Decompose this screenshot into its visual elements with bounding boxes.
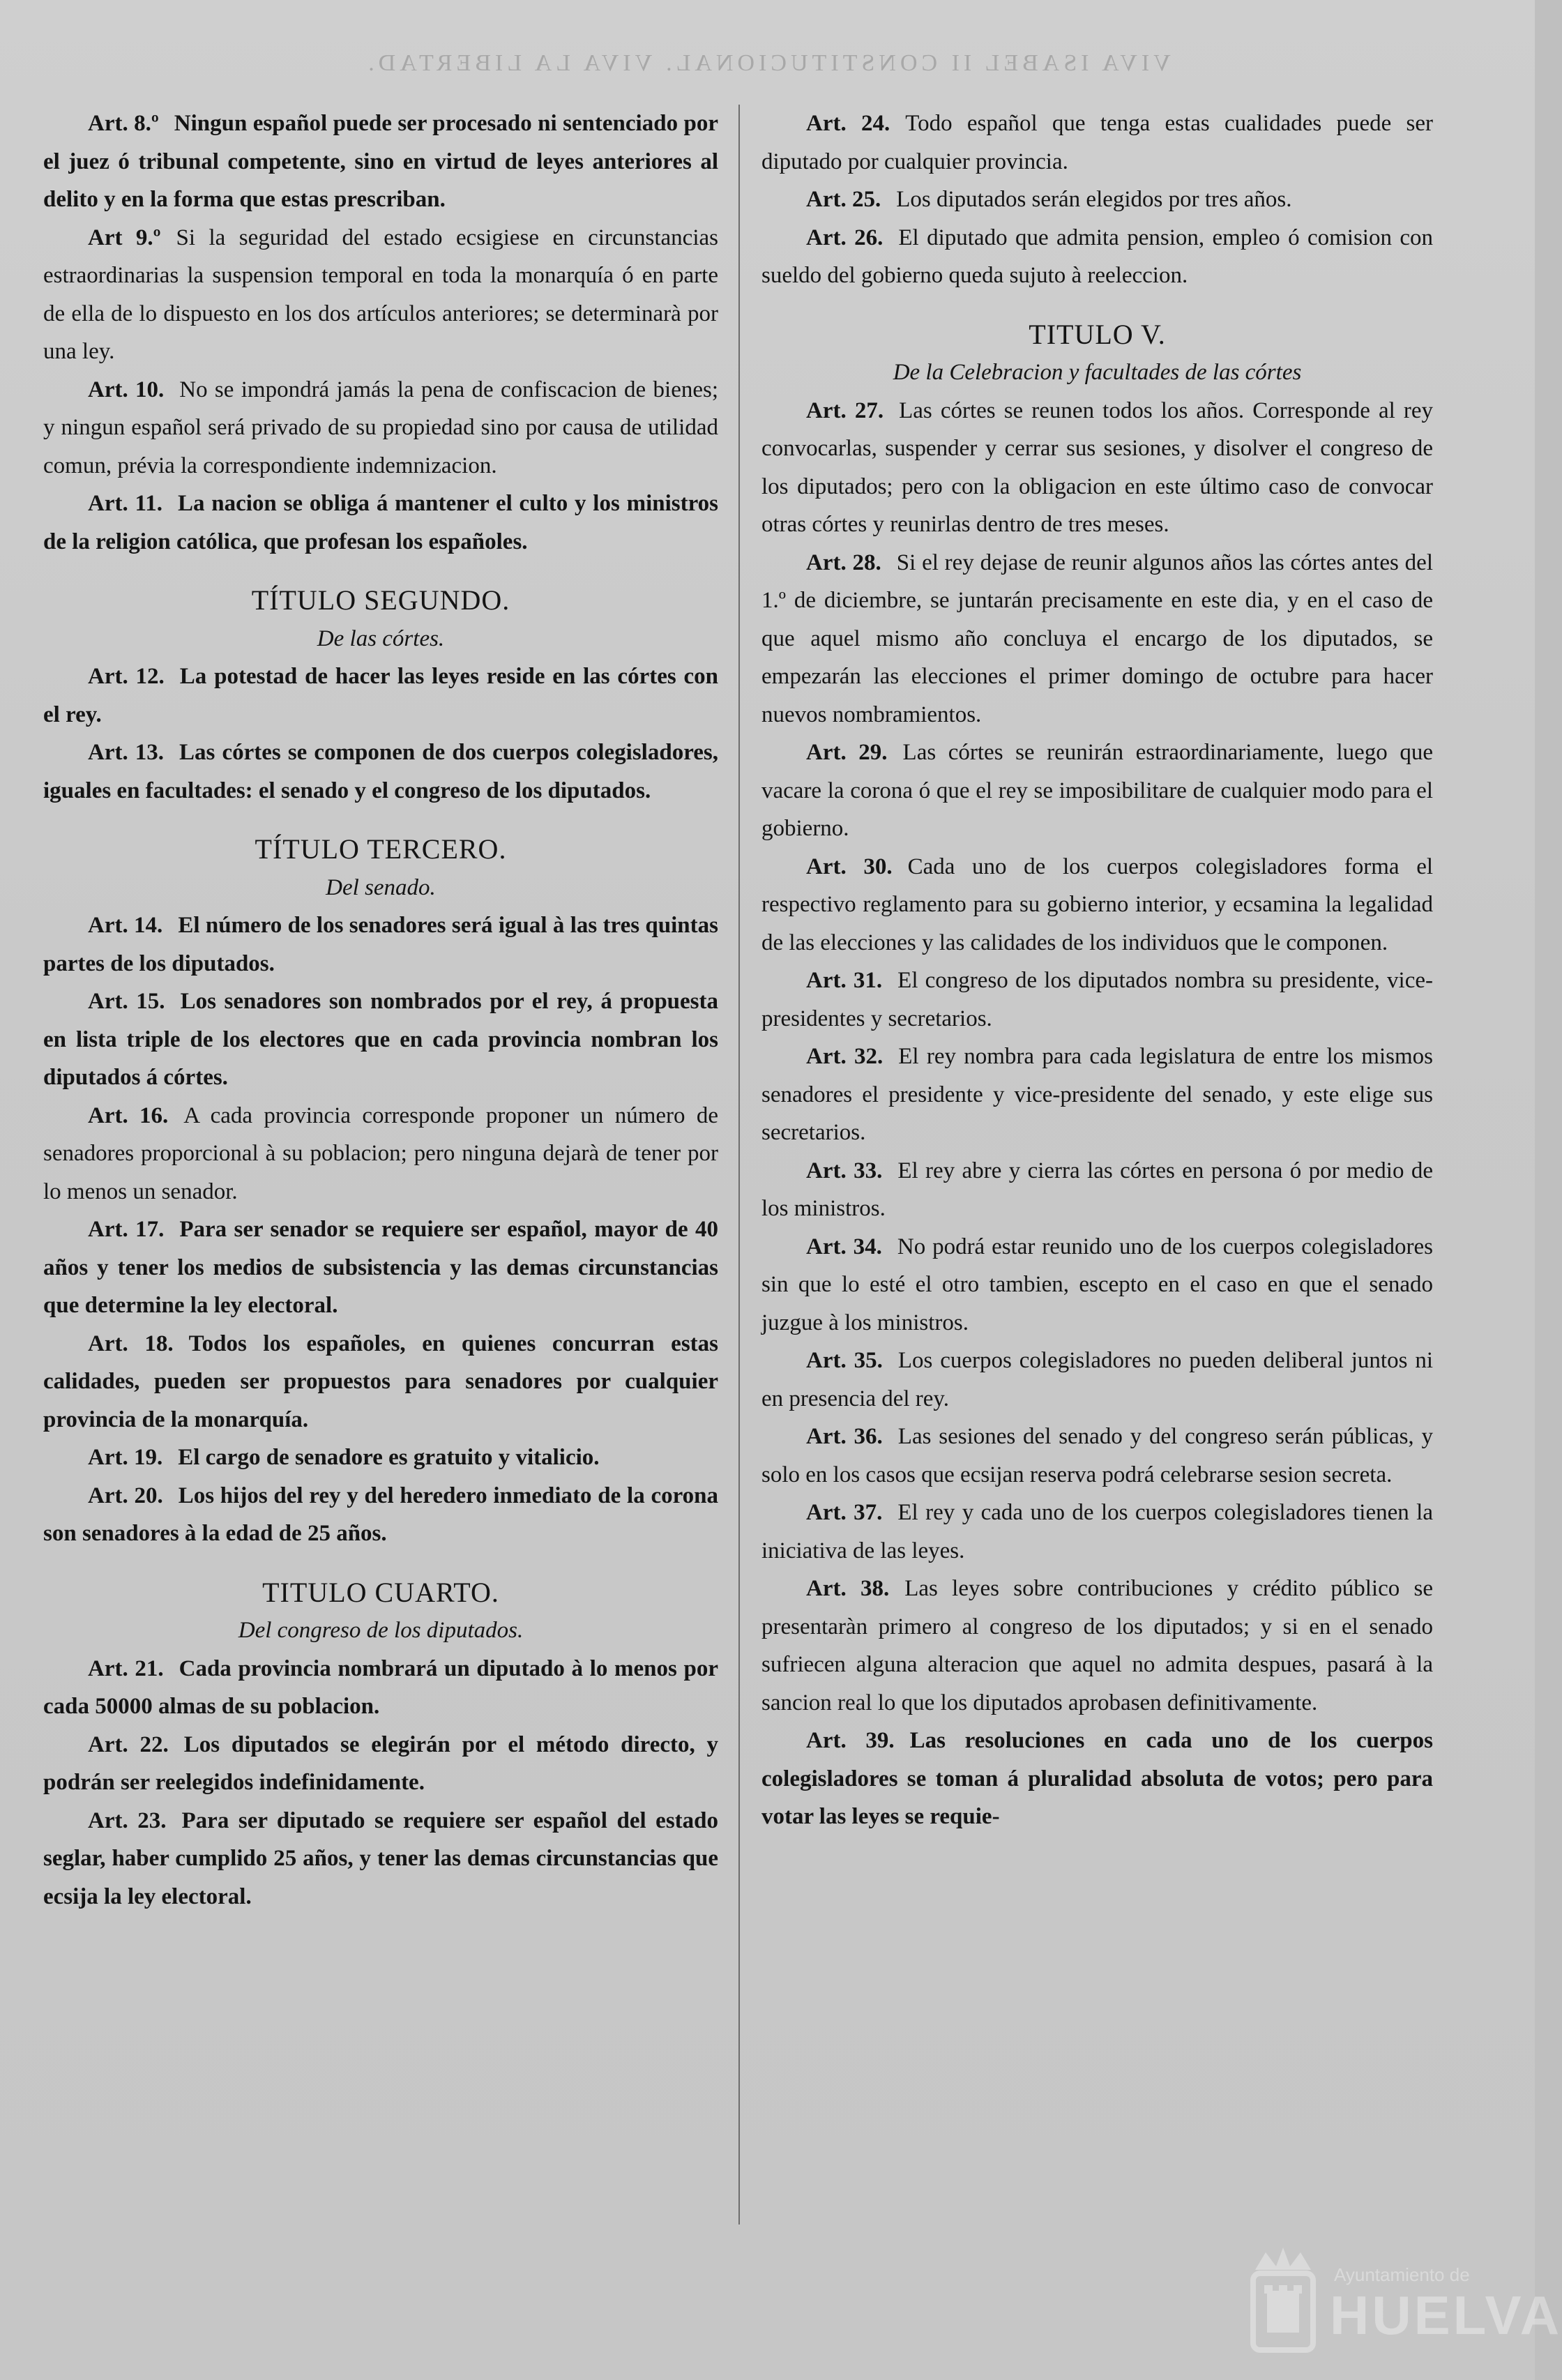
- article-26: Art. 26. El diputado que admita pension, empleo ó comision con sueldo del gobierno queda sujuto à reeleccion.: [761, 225, 1434, 288]
- article-21: Art. 21. Cada provincia nombrará un diputado à lo menos por cada 50000 almas de su poblacion.: [43, 1655, 718, 1719]
- article-13: Art. 13. Las córtes se componen de dos cuerpos colegisladores, iguales en facultades: el senado y el congreso de los diputados.: [43, 740, 718, 803]
- article-31: Art. 31. El congreso de los diputados nombra su presidente, vice-presidentes y secretarios.: [761, 968, 1433, 1031]
- article-12: Art. 12. La potestad de hacer las leyes reside en las córtes con el rey.: [43, 664, 718, 727]
- article-38: Art. 38. Las leyes sobre contribuciones y crédito público se presentaràn primero al congreso de los diputados; y si en el senado sufriecen alguna alteracion que aquel no admita despues, pasará à la sancion real lo que los diputados aprobasen definitivamente.: [761, 1576, 1433, 1715]
- article-8: Art. 8.º Ningun español puede ser procesado ni sentenciado por el juez ó tribunal competente, sino en virtud de leyes anteriores al delito y en la forma que estas prescriban.: [43, 111, 718, 212]
- article-11: Art. 11. La nacion se obliga á mantener el culto y los ministros de la religion católica, que profesan los españoles.: [43, 491, 718, 554]
- section-subtitle-3: Del senado.: [326, 874, 436, 900]
- right-column: [761, 105, 1433, 1836]
- article-33: Art. 33. El rey abre y cierra las córtes en persona ó por medio de los ministros.: [761, 1158, 1433, 1221]
- section-subtitle-4: Del congreso de los diputados.: [238, 1618, 524, 1643]
- column-divider: [738, 105, 740, 2224]
- article-20: Art. 20. Los hijos del rey y del heredero inmediato de la corona son senadores à la edad de 25 años.: [43, 1483, 718, 1546]
- article-19: Art. 19. El cargo de senadore es gratuito y vitalicio.: [88, 1445, 600, 1470]
- article-9: Art 9.º Si la seguridad del estado ecsigiese en circunstancias estraordinarias la suspension temporal en toda la monarquía ó en parte de ella de lo dispuesto en los dos artículos anteriores; se determinarà por una ley.: [43, 225, 718, 364]
- article-10: Art. 10. No se impondrá jamás la pena de confiscacion de bienes; y ningun español será privado de su propiedad sino por causa de utilidad comun, prévia la correspondiente indemnizacion.: [43, 377, 718, 478]
- section-title-5: TITULO V.: [1029, 318, 1166, 350]
- article-34: Art. 34. No podrá estar reunido uno de los cuerpos colegisladores sin que lo esté el otro tambien, escepto en el caso en que el senado juzgue à los ministros.: [761, 1234, 1434, 1335]
- article-28: Art. 28. Si el rey dejase de reunir algunos años las córtes antes del 1.º de diciembre, se juntarán precisamente en este dia, y en el caso de que aquel mismo año concluya el encargo de los diputados, se empezarán las elecciones el primer domingo de octubre para hacer nuevos nombramientos.: [761, 549, 1434, 727]
- article-37: Art. 37. El rey y cada uno de los cuerpos colegisladores tienen la iniciativa de las leyes.: [761, 1500, 1433, 1563]
- article-18: Art. 18. Todos los españoles, en quienes concurran estas calidades, pueden ser propuestos para senadores por cualquier provincia de la monarquía.: [43, 1331, 719, 1432]
- article-14: Art. 14. El número de los senadores será igual à las tres quintas partes de los diputados.: [43, 913, 718, 976]
- article-22: Art. 22. Los diputados se elegirán por el método directo, y podrán ser reelegidos indefinidamente.: [43, 1731, 718, 1795]
- article-32: Art. 32. El rey nombra para cada legislatura de entre los mismos senadores el presidente y vice-presidente del senado, y este elige sus secretarios.: [761, 1044, 1433, 1145]
- section-subtitle-5: De la Celebracion y facultades de las córtes: [893, 360, 1302, 385]
- watermark-line2: HUELVA: [1330, 2284, 1562, 2346]
- article-30: Art. 30. Cada uno de los cuerpos colegisladores forma el respectivo reglamento para su gobierno interior, y ecsamina la legalidad de las elecciones y las calidades de los individuos que le componen.: [761, 854, 1434, 955]
- article-35: Art. 35. Los cuerpos colegisladores no pueden deliberal juntos ni en presencia del rey.: [761, 1348, 1433, 1411]
- article-39: Art. 39. Las resoluciones en cada uno de los cuerpos colegisladores se toman á pluralidad absoluta de votos; pero para votar las leyes se requie-: [761, 1728, 1433, 1829]
- huelva-watermark: [1245, 2242, 1562, 2364]
- article-15: Art. 15. Los senadores son nombrados por el rey, á propuesta en lista triple de los electores que en cada provincia nombran los diputados á córtes.: [43, 989, 718, 1090]
- article-27: Art. 27. Las córtes se reunen todos los años. Corresponde al rey convocarlas, suspender y cerrar sus sesiones, y disolver el congreso de los diputados; pero con la obligacion en este último caso de convocar otras córtes y reunirlas dentro de tres meses.: [761, 397, 1434, 537]
- watermark-line1: Ayuntamiento de: [1334, 2264, 1470, 2285]
- article-23: Art. 23. Para ser diputado se requiere ser español del estado seglar, haber cumplido 25 años, y tener las demas circunstancias que ecsija la ley electoral.: [43, 1807, 719, 1909]
- article-29: Art. 29. Las córtes se reunirán estraordinariamente, luego que vacare la corona ó que el rey se imposibilitare de cualquier modo para el gobierno.: [761, 740, 1433, 841]
- section-title-3: TÍTULO TERCERO.: [255, 833, 507, 865]
- article-25: Art. 25. Los diputados serán elegidos por tres años.: [806, 187, 1292, 212]
- bleed-through-header: VIVA ISABEL II CONSTITUCIONAL. VIVA LA LIBERTAD.: [364, 50, 1171, 76]
- article-36: Art. 36. Las sesiones del senado y del congreso serán públicas, y solo en los casos que ecsijan reserva podrá celebrarse sesion secreta.: [761, 1424, 1434, 1487]
- left-column: [43, 105, 718, 1916]
- section-subtitle-2: De las córtes.: [317, 626, 445, 651]
- section-title-2: TÍTULO SEGUNDO.: [251, 584, 510, 616]
- article-16: Art. 16. A cada provincia corresponde proponer un número de senadores proporcional à su poblacion; pero ninguna dejarà de tener por lo menos un senador.: [43, 1102, 718, 1204]
- section-title-4: TITULO CUARTO.: [262, 1576, 499, 1608]
- article-24: Art. 24. Todo español que tenga estas cualidades puede ser diputado por cualquier provincia.: [761, 111, 1433, 174]
- article-17: Art. 17. Para ser senador se requiere ser español, mayor de 40 años y tener los medios de subsistencia y las demas circunstancias que determine la ley electoral.: [43, 1217, 718, 1318]
- crown-castle-crest-icon: [1245, 2242, 1321, 2364]
